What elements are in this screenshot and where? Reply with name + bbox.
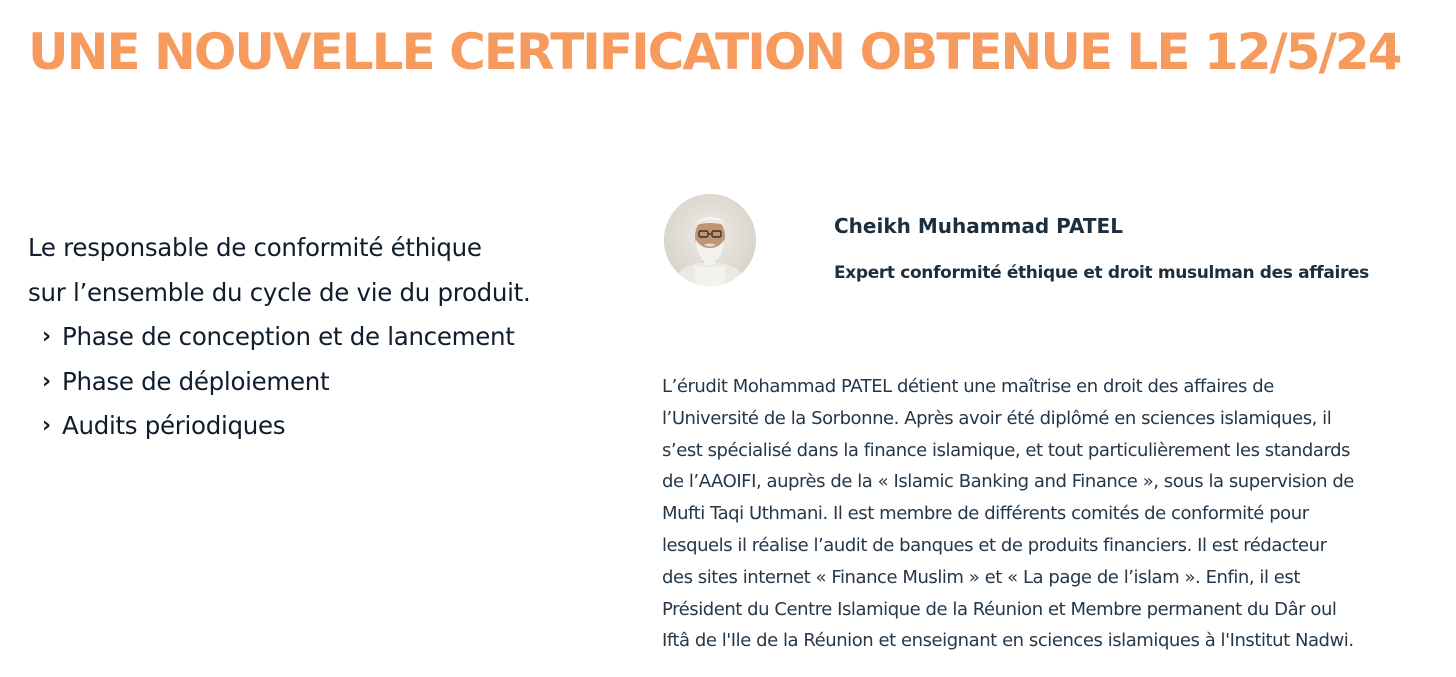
phase-label: Phase de déploiement (62, 366, 330, 396)
phase-list-item (28, 404, 628, 449)
intro-line: Le responsable de conformité éthique (28, 233, 482, 262)
chevron-right-icon: › (42, 413, 51, 438)
expert-role: Expert conformité éthique et droit musulman des affaires (834, 263, 1369, 283)
bio-line: Iftâ de l'Ile de la Réunion et enseignant en sciences islamiques à l'Institut Nadwi. (662, 630, 1354, 652)
chevron-right-icon: › (42, 368, 51, 394)
page-title: UNE NOUVELLE CERTIFICATION OBTENUE LE 12/5/24 (28, 23, 1401, 81)
intro-block (28, 226, 628, 449)
chevron-right-icon: › (42, 324, 51, 349)
person-portrait-icon (664, 194, 756, 286)
bio-line: s’est spécialisé dans la finance islamique, et tout particulièrement les standards (662, 439, 1350, 461)
bio-line: des sites internet « Finance Muslim » et « La page de l’islam ». Enfin, il est (662, 566, 1300, 588)
bio-line: de l’AAOIFI, auprès de la « Islamic Banking and Finance », sous la supervision de (662, 471, 1354, 493)
phase-label: Audits périodiques (62, 411, 286, 440)
bio-line: Président du Centre Islamique de la Réunion et Membre permanent du Dâr oul (662, 598, 1337, 620)
bio-line: lesquels il réalise l’audit de banques et de produits financiers. Il est rédacteur (662, 534, 1327, 556)
phase-label: Phase de conception et de lancement (62, 322, 515, 351)
phase-list-item (28, 360, 628, 405)
expert-name: Cheikh Muhammad PATEL (834, 214, 1123, 238)
bio-line: Mufti Taqi Uthmani. Il est membre de différents comités de conformité pour (662, 503, 1309, 525)
intro-line: sur l’ensemble du cycle de vie du produit. (28, 277, 531, 307)
bio-line: L’érudit Mohammad PATEL détient une maîtrise en droit des affaires de (662, 376, 1274, 397)
expert-bio (662, 371, 1452, 657)
bio-line: l’Université de la Sorbonne. Après avoir été diplômé en sciences islamiques, il (662, 407, 1332, 429)
avatar (664, 194, 756, 286)
phase-list-item (28, 315, 628, 360)
